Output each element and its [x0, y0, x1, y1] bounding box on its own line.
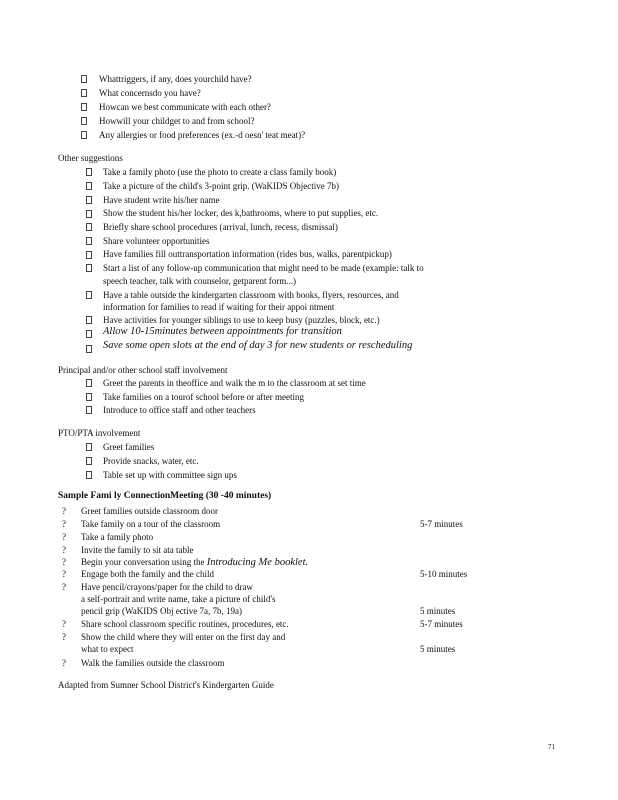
page-number: 71 — [548, 743, 555, 751]
list-item: Table set up with committee sign ups — [103, 470, 237, 480]
question-mark-bullet: ? — [62, 632, 66, 642]
footer-credit: Adapted from Sumner School District's Kindergarten Guide — [58, 680, 274, 690]
bullet-box-icon — [81, 103, 87, 111]
list-item: Howwill your childget to and from school? — [99, 116, 255, 126]
list-item: Take a picture of the child's 3-point grip. (WaKIDS Objective 7b) — [103, 181, 339, 191]
list-item: Share school classroom specific routines, procedures, etc. — [81, 619, 289, 629]
list-item: Take families on a tourof school before or after meeting — [103, 392, 305, 402]
list-item: Any allergies or food preferences (ex.-d oesn' teat meat)? — [99, 130, 306, 140]
list-item-continuation: a self-portrait and write name, take a picture of child's — [81, 594, 276, 604]
list-item: Take a family photo (use the photo to create a class family book) — [103, 167, 337, 177]
bullet-box-icon — [86, 406, 92, 414]
time-estimate: 5 minutes — [420, 644, 456, 654]
bullet-box-icon — [86, 316, 92, 324]
time-estimate: 5-7 minutes — [420, 519, 463, 529]
booklet-title: Introducing Me booklet. — [206, 557, 309, 568]
time-estimate: 5 minutes — [420, 606, 456, 616]
bullet-box-icon — [86, 393, 92, 401]
question-mark-bullet: ? — [62, 582, 66, 592]
list-item-continuation: information for families to read if waiting for their appoi ntment — [103, 302, 335, 312]
list-item: Howcan we best communicate with each other? — [99, 102, 271, 112]
bullet-box-icon — [81, 75, 87, 83]
list-item-continuation: what to expect — [81, 644, 134, 654]
list-item: Have families fill outtransportation information (rides bus, walks, parentpickup) — [103, 249, 392, 259]
list-item: Have a table outside the kindergarten classroom with books, flyers, resources, and — [103, 290, 399, 300]
question-mark-bullet: ? — [62, 519, 66, 529]
question-mark-bullet: ? — [62, 532, 66, 542]
list-item: What concernsdo you have? — [99, 88, 201, 98]
bullet-box-icon — [86, 264, 92, 272]
bullet-box-icon — [86, 291, 92, 299]
bullet-box-icon — [86, 457, 92, 465]
question-mark-bullet: ? — [62, 619, 66, 629]
bullet-box-icon — [86, 379, 92, 387]
bullet-box-icon — [86, 237, 92, 245]
bullet-box-icon — [86, 196, 92, 204]
bullet-box-icon — [86, 330, 92, 338]
bullet-box-icon — [86, 345, 92, 353]
time-estimate: 5-7 minutes — [420, 619, 463, 629]
list-item-continuation: speech teacher, talk with counselor, getparent form...) — [103, 276, 296, 286]
bullet-box-icon — [86, 443, 92, 451]
time-estimate: 5-10 minutes — [420, 569, 468, 579]
question-mark-bullet: ? — [62, 545, 66, 555]
section-heading-other: Other suggestions — [58, 153, 123, 163]
section-heading-pto: PTO/PTA involvement — [58, 428, 141, 438]
list-item: Have pencil/crayons/paper for the child to draw — [81, 582, 253, 592]
list-item: Have student write his/her name — [103, 195, 220, 205]
question-mark-bullet: ? — [62, 506, 66, 516]
question-mark-bullet: ? — [62, 557, 66, 567]
list-item: Show the child where they will enter on the first day and — [81, 632, 286, 642]
list-item: Briefly share school procedures (arrival, lunch, recess, dismissal) — [103, 222, 338, 232]
bullet-box-icon — [86, 223, 92, 231]
question-mark-bullet: ? — [62, 658, 66, 668]
bullet-box-icon — [86, 182, 92, 190]
list-item: Take a family photo — [81, 532, 154, 542]
list-item: Greet families — [103, 442, 155, 452]
question-mark-bullet: ? — [62, 569, 66, 579]
list-item: Whattriggers, if any, does yourchild have? — [99, 74, 252, 84]
list-item: Take family on a tour of the classroom — [81, 519, 221, 529]
section-heading-principal: Principal and/or other school staff involvement — [58, 365, 228, 375]
list-item: Engage both the family and the child — [81, 569, 214, 579]
list-item: Greet families outside classroom door — [81, 506, 218, 516]
list-item-continuation: pencil grip (WaKIDS Obj ective 7a, 7b, 19a) — [81, 606, 242, 616]
bullet-box-icon — [81, 89, 87, 97]
list-item: Begin your conversation using the Introducing Me booklet. — [81, 557, 309, 568]
section-heading-sample: Sample Fami ly ConnectionMeeting (30 -40 minutes) — [58, 491, 272, 501]
list-item: Have activities for younger siblings to use to keep busy (puzzles, block, etc.) — [103, 315, 380, 325]
bullet-box-icon — [81, 131, 87, 139]
italic-note: Allow 10-15minutes between appointments for transition — [103, 326, 342, 337]
list-item: Introduce to office staff and other teachers — [103, 405, 256, 415]
list-item: Greet the parents in theoffice and walk the m to the classroom at set time — [103, 378, 366, 388]
list-item: Share volunteer opportunities — [103, 236, 210, 246]
bullet-box-icon — [86, 168, 92, 176]
list-item: Start a list of any follow-up communication that might need to be made (example: talk to — [103, 263, 424, 273]
list-item: Walk the families outside the classroom — [81, 658, 225, 668]
list-item: Invite the family to sit ata table — [81, 545, 194, 555]
bullet-box-icon — [86, 251, 92, 259]
bullet-box-icon — [81, 117, 87, 125]
bullet-box-icon — [86, 471, 92, 479]
list-item: Show the student his/her locker, des k,bathrooms, where to put supplies, etc. — [103, 208, 379, 218]
list-item: Provide snacks, water, etc. — [103, 456, 199, 466]
italic-note: Save some open slots at the end of day 3 for new students or rescheduling — [103, 340, 413, 351]
bullet-box-icon — [86, 210, 92, 218]
